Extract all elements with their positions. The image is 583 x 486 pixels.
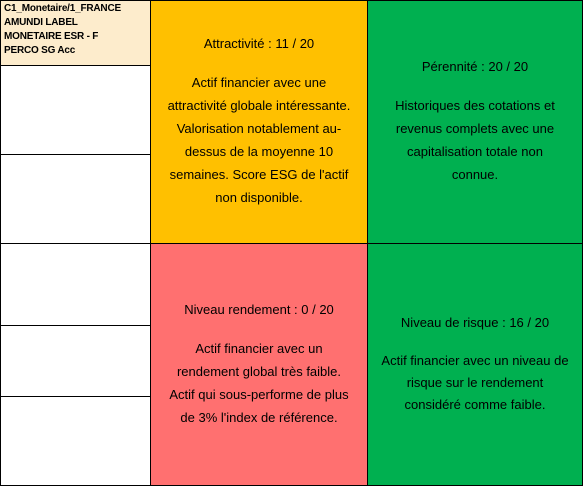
perennite-heading: Pérennité : 20 / 20 (421, 59, 529, 74)
description-line: Historiques des cotations et (395, 98, 555, 113)
description-line: Actif financier avec un (195, 340, 323, 356)
empty-cell (0, 396, 151, 486)
rendement-heading: Niveau rendement : 0 / 20 (184, 301, 334, 317)
description-line: considéré comme faible. (404, 396, 546, 412)
description-line: de 3% l'index de référence. (180, 409, 338, 425)
description-line: risque sur le rendement (406, 374, 544, 390)
description-line: Valorisation notablement au- (176, 121, 342, 136)
perennite-card (367, 0, 583, 244)
description-line: dessus de la moyenne 10 (184, 144, 334, 159)
rendement-card (150, 243, 368, 486)
empty-cell (0, 243, 151, 326)
risque-card (367, 243, 583, 486)
attractivite-description (168, 71, 351, 209)
description-line: rendement global très faible. (176, 363, 342, 379)
description-line: non disponible. (215, 190, 303, 205)
rendement-description (169, 337, 348, 429)
description-line: Actif financier avec un niveau de (381, 352, 569, 368)
description-line: connue. (451, 167, 499, 182)
description-line: semaines. Score ESG de l'actif (169, 167, 349, 182)
description-line: attractivité globale intéressante. (167, 98, 351, 113)
empty-cell (0, 65, 151, 155)
attractivite-card (150, 0, 368, 244)
risque-description (381, 350, 568, 416)
attractivite-heading: Attractivité : 11 / 20 (203, 36, 315, 51)
risque-heading: Niveau de risque : 16 / 20 (400, 314, 550, 330)
fund-title-line: MONETAIRE ESR - F (4, 31, 99, 42)
fund-title-line: AMUNDI LABEL (4, 17, 78, 28)
description-line: Actif qui sous-performe de plus (169, 386, 349, 402)
description-line: Actif financier avec une (191, 75, 327, 90)
fund-title-line: C1_Monetaire/1_FRANCE (4, 3, 121, 14)
empty-cell (0, 154, 151, 244)
fund-title-cell (0, 0, 151, 66)
fund-title-line: PERCO SG Acc (4, 45, 76, 56)
description-line: revenus complets avec une (395, 121, 555, 136)
perennite-description (395, 94, 555, 186)
empty-cell (0, 325, 151, 397)
description-line: capitalisation totale non (407, 144, 543, 159)
